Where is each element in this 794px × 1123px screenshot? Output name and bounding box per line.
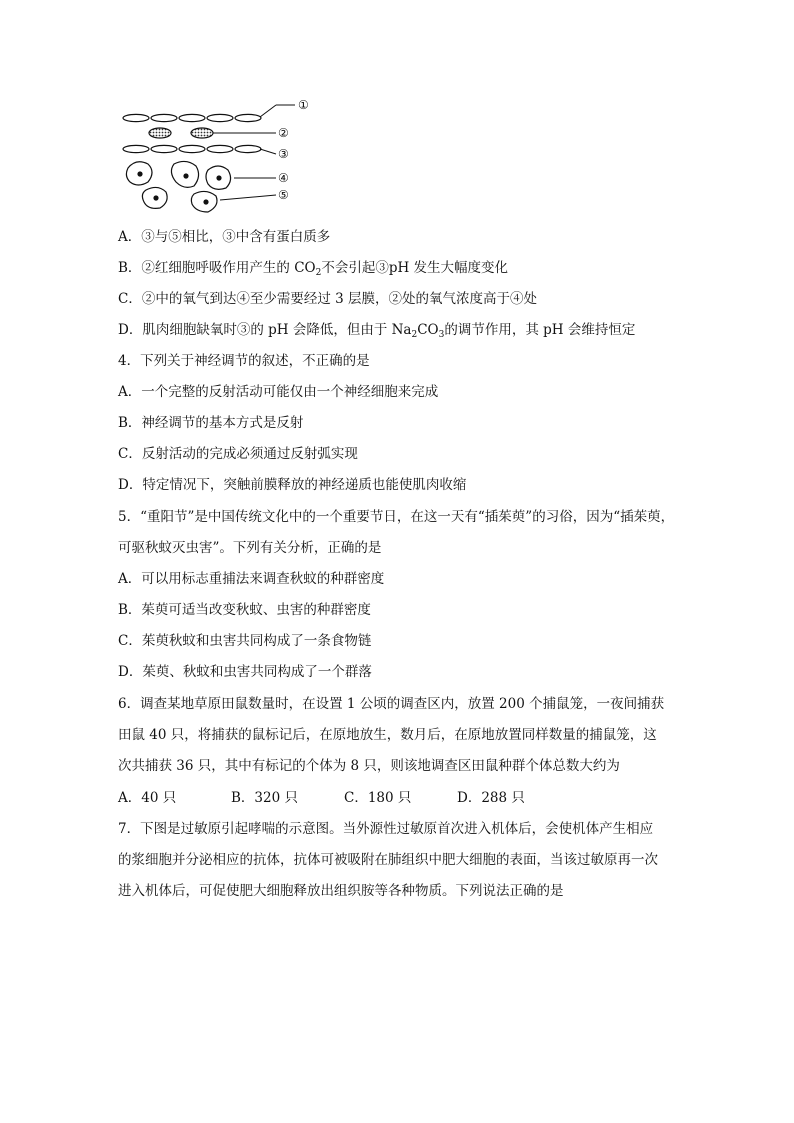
q3-option-b	[118, 258, 508, 283]
q4-option-a: A．一个完整的反射活动可能仅由一个神经细胞来完成	[118, 384, 439, 400]
q6-stem-line1: 6．调查某地草原田鼠数量时，在设置 1 公顷的调查区内，放置 200 个捕鼠笼，一夜间捕获	[118, 696, 665, 712]
q4-option-c: C．反射活动的完成必须通过反射弧实现	[118, 446, 358, 462]
q5-option-b: B．茱萸可适当改变秋蚊、虫害的种群密度	[118, 602, 371, 618]
q5-option-c: C．茱萸秋蚊和虫害共同构成了一条食物链	[118, 633, 372, 649]
tissue-cells	[126, 161, 230, 212]
subscript: 2	[315, 268, 322, 278]
q7-stem-line1: 7．下图是过敏原引起哮喘的示意图。当外源性过敏原首次进入机体后，会使机体产生相应	[118, 821, 654, 837]
q3-option-c: C．②中的氧气到达④至少需要经过 3 层膜，②处的氧气浓度高于④处	[118, 291, 538, 307]
q6-option-c: C．180 只	[344, 790, 412, 806]
capillary-wall-top	[123, 114, 261, 121]
q3-option-b-text: B．②红细胞呼吸作用产生的 CO	[118, 260, 316, 276]
q6-stem-line3: 次共捕获 36 只，其中有标记的个体为 8 只，则该地调查区田鼠种群个体总数大约为	[118, 758, 620, 774]
q6-option-d: D．288 只	[457, 790, 525, 806]
q6-stem-line2: 田鼠 40 只，将捕获的鼠标记后，在原地放生，数月后，在原地放置同样数量的捕鼠笼，这	[118, 727, 657, 743]
diagram-label-2: ②	[278, 126, 289, 140]
q3-option-a: A．③与⑤相比，③中含有蛋白质多	[118, 229, 331, 245]
q7-stem-line3: 进入机体后，可促使肥大细胞释放出组织胺等各种物质。下列说法正确的是	[118, 883, 564, 899]
q3-option-d	[118, 320, 635, 345]
q7-stem-line2: 的浆细胞并分泌相应的抗体，抗体可被吸附在肺组织中肥大细胞的表面，当该过敏原再一次	[118, 852, 658, 868]
q6-options	[118, 788, 525, 808]
subscript: 2	[411, 330, 418, 340]
q6-option-b: B．320 只	[231, 790, 298, 806]
q4-stem: 4．下列关于神经调节的叙述，不正确的是	[118, 353, 370, 369]
q4-option-d: D．特定情况下，突触前膜释放的神经递质也能使肌肉收缩	[118, 477, 467, 493]
q5-option-a: A．可以用标志重捕法来调查秋蚊的种群密度	[118, 571, 385, 587]
q3-option-b-text-end: 不会引起③pH 发生大幅度变化	[321, 260, 509, 276]
diagram-label-3: ③	[278, 147, 289, 161]
q5-stem-line2: 可驱秋蚊灭虫害”。下列有关分析，正确的是	[118, 540, 382, 556]
diagram-label-5: ⑤	[278, 188, 289, 202]
diagram-label-1: ①	[298, 98, 309, 112]
diagram-label-4: ④	[278, 171, 289, 185]
red-blood-cells	[149, 128, 213, 138]
q6-option-a: A．40 只	[118, 790, 177, 806]
tissue-diagram	[110, 92, 310, 214]
subscript: 3	[438, 330, 445, 340]
q3-option-d-formula: CO	[417, 322, 439, 338]
q5-option-d: D．茱萸、秋蚊和虫害共同构成了一个群落	[118, 664, 372, 680]
q3-option-d-text-end: 的调节作用，其 pH 会维持恒定	[444, 322, 636, 338]
q4-option-b: B．神经调节的基本方式是反射	[118, 415, 304, 431]
q3-option-d-text: D．肌肉细胞缺氧时③的 pH 会降低，但由于 Na	[118, 322, 412, 338]
q5-stem-line1: 5．“重阳节”是中国传统文化中的一个重要节日，在这一天有“插茱萸”的习俗，因为“插茱萸，	[118, 509, 675, 525]
capillary-wall-bottom	[123, 145, 261, 152]
